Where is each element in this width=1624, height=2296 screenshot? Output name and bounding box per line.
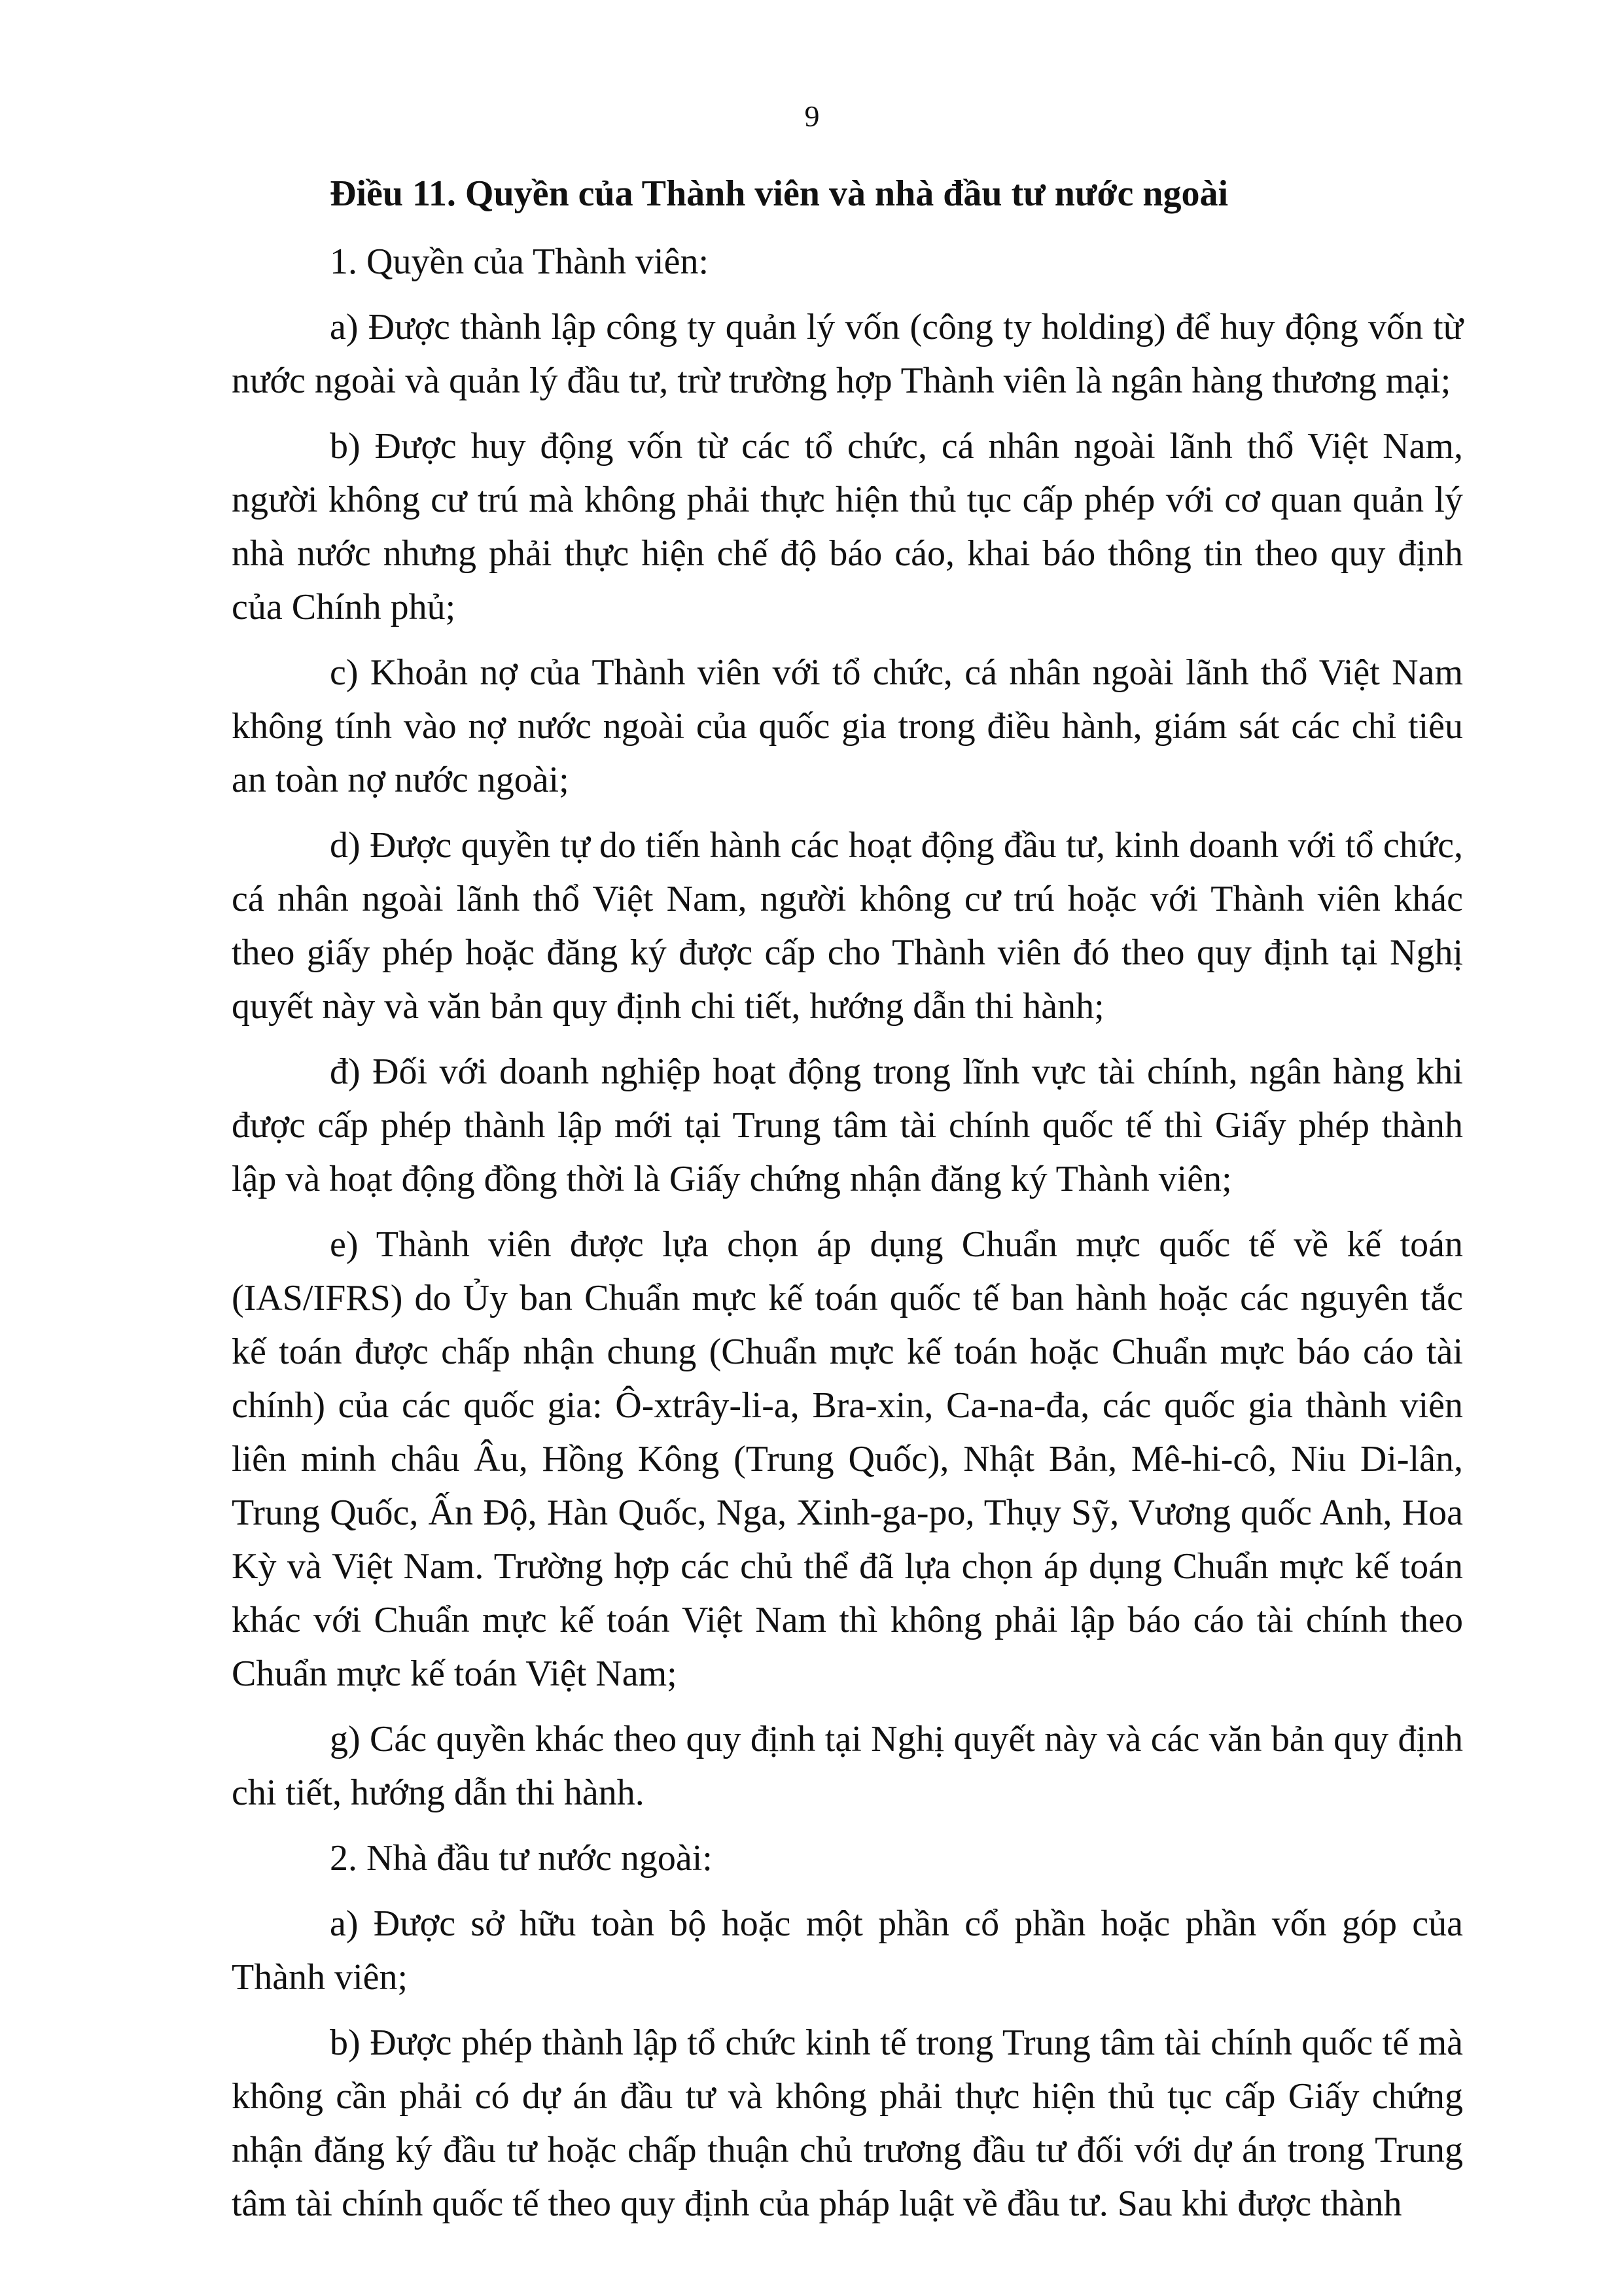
section-1-item-b: b) Được huy động vốn từ các tổ chức, cá nhân ngoài lãnh thổ Việt Nam, người không cư trú mà không phải thực hiện thủ tục cấp phép với cơ quan quản lý nhà nước nhưng phải thực hiện chế độ báo cáo, khai báo thông tin theo quy định của Chính phủ; [232, 426, 1463, 627]
section-2-item-b: b) Được phép thành lập tổ chức kinh tế trong Trung tâm tài chính quốc tế mà không cần phải có dự án đầu tư và không phải thực hiện thủ tục cấp Giấy chứng nhận đăng ký đầu tư hoặc chấp thuận chủ trương đầu tư đối với dự án trong Trung tâm tài chính quốc tế theo quy định của pháp luật về đầu tư. Sau khi được thành [232, 2022, 1463, 2224]
section-1-item-a: a) Được thành lập công ty quản lý vốn (công ty holding) để huy động vốn từ nước ngoài và quản lý đầu tư, trừ trường hợp Thành viên là ngân hàng thương mại; [232, 307, 1463, 401]
section-1-item-d: d) Được quyền tự do tiến hành các hoạt động đầu tư, kinh doanh với tổ chức, cá nhân ngoài lãnh thổ Việt Nam, người không cư trú hoặc với Thành viên khác theo giấy phép hoặc đăng ký được cấp cho Thành viên đó theo quy định tại Nghị quyết này và văn bản quy định chi tiết, hướng dẫn thi hành; [232, 825, 1463, 1027]
section-1-item-c: c) Khoản nợ của Thành viên với tổ chức, cá nhân ngoài lãnh thổ Việt Nam không tính vào nợ nước ngoài của quốc gia trong điều hành, giám sát các chỉ tiêu an toàn nợ nước ngoài; [232, 652, 1463, 800]
article-title: Điều 11. Quyền của Thành viên và nhà đầu tư nước ngoài [330, 173, 1229, 214]
section-2-title: 2. Nhà đầu tư nước ngoài: [330, 1838, 713, 1879]
page-number: 9 [804, 99, 820, 133]
section-1-item-e: e) Thành viên được lựa chọn áp dụng Chuẩn mực quốc tế về kế toán (IAS/IFRS) do Ủy ban Chuẩn mực kế toán quốc tế ban hành hoặc các nguyên tắc kế toán được chấp nhận chung (Chuẩn mực kế toán hoặc Chuẩn mực báo cáo tài chính) của các quốc gia: Ô-xtrây-li-a, Bra-xin, Ca-na-đa, các quốc gia thành viên liên minh châu Âu, Hồng Kông (Trung Quốc), Nhật Bản, Mê-hi-cô, Niu Di-lân, Trung Quốc, Ấn Độ, Hàn Quốc, Nga, Xinh-ga-po, Thụy Sỹ, Vương quốc Anh, Hoa Kỳ và Việt Nam. Trường hợp các chủ thể đã lựa chọn áp dụng Chuẩn mực kế toán khác với Chuẩn mực kế toán Việt Nam thì không phải lập báo cáo tài chính theo Chuẩn mực kế toán Việt Nam; [232, 1224, 1463, 1694]
document-body [232, 167, 1463, 2242]
section-1-item-g: g) Các quyền khác theo quy định tại Nghị quyết này và các văn bản quy định chi tiết, hướng dẫn thi hành. [232, 1719, 1463, 1813]
section-1-item-dd: đ) Đối với doanh nghiệp hoạt động trong lĩnh vực tài chính, ngân hàng khi được cấp phép thành lập mới tại Trung tâm tài chính quốc tế thì Giấy phép thành lập và hoạt động đồng thời là Giấy chứng nhận đăng ký Thành viên; [232, 1051, 1463, 1199]
section-1-title: 1. Quyền của Thành viên: [330, 241, 709, 282]
section-2-item-a: a) Được sở hữu toàn bộ hoặc một phần cổ phần hoặc phần vốn góp của Thành viên; [232, 1903, 1463, 1998]
